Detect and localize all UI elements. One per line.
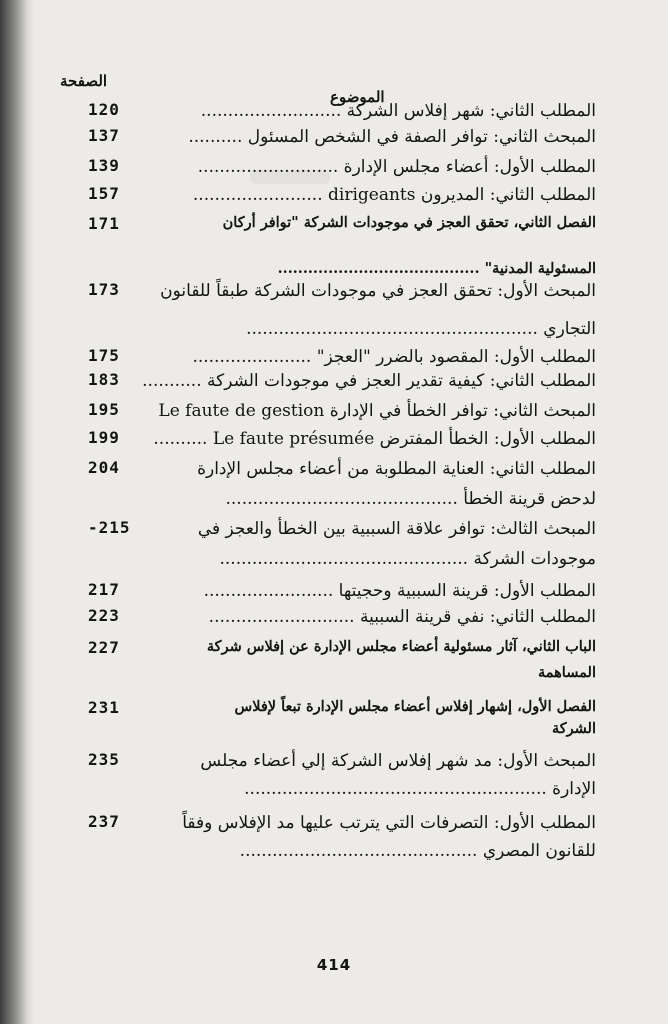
toc-entry-page: 223 bbox=[88, 606, 120, 625]
toc-entry-title: المبحث الأول: تحقق العجز في موجودات الشركة طبقاً للقانون bbox=[160, 281, 596, 301]
toc-entry-title: لدحض قرينة الخطأ ........................................... bbox=[225, 489, 596, 509]
toc-entry-title: التجاري ...................................................... bbox=[246, 319, 596, 339]
toc-entry-page: 183 bbox=[88, 370, 120, 389]
page-column-header: الصفحة bbox=[60, 72, 108, 90]
toc-entry-title: المطلب الأول: الخطأ المفترض Le faute présumée .......... bbox=[153, 429, 596, 449]
toc-entry-title: المطلب الثاني: المديرون dirigeants ........................ bbox=[192, 185, 596, 205]
toc-entry-title: المبحث الثالث: توافر علاقة السببية بين الخطأ والعجز في bbox=[197, 519, 596, 539]
toc-entry-page: 175 bbox=[88, 346, 120, 365]
toc-entry-title: المبحث الثاني: توافر الخطأ في الإدارة Le faute de gestion bbox=[158, 401, 596, 421]
toc-entry-page: 195 bbox=[88, 400, 120, 419]
toc-entry-page: 199 bbox=[88, 428, 120, 447]
toc-entry-page: 171 bbox=[88, 214, 120, 233]
toc-entry-title: المطلب الثاني: العناية المطلوبة من أعضاء مجلس الإدارة bbox=[197, 459, 596, 479]
toc-entry-title: المساهمة bbox=[538, 664, 596, 681]
toc-entry-title: المطلب الأول: التصرفات التي يترتب عليها مد الإفلاس وفقاً bbox=[182, 813, 596, 833]
toc-entry-title: الإدارة ........................................................ bbox=[244, 779, 596, 799]
toc-entry-title: المسئولية المدنية" ........................................ bbox=[277, 260, 596, 277]
toc-entry-page: 204 bbox=[88, 458, 120, 477]
toc-entry-page: 231 bbox=[88, 698, 120, 717]
toc-entry-title: المطلب الأول: المقصود بالضرر "العجز" ...................... bbox=[192, 347, 596, 367]
toc-entry-title: المطلب الثاني: شهر إفلاس الشركة .......................... bbox=[200, 101, 596, 121]
toc-entry-title: الفصل الأول، إشهار إفلاس أعضاء مجلس الإدارة تبعاً لإفلاس bbox=[234, 698, 596, 715]
toc-entry-title: الشركة bbox=[551, 720, 596, 737]
toc-entry-title: الباب الثاني، آثار مسئولية أعضاء مجلس الإدارة عن إفلاس شركة bbox=[206, 638, 596, 655]
topic-column-header: الموضوع bbox=[330, 88, 385, 106]
toc-entry-page: -215 bbox=[88, 518, 131, 537]
toc-entry-page: 157 bbox=[88, 184, 120, 203]
toc-entry-title: موجودات الشركة .............................................. bbox=[219, 549, 596, 569]
toc-entry-page: 139 bbox=[88, 156, 120, 175]
toc-entry-page: 227 bbox=[88, 638, 120, 657]
toc-entry-page: 137 bbox=[88, 126, 120, 145]
toc-entry-title: المبحث الثاني: توافر الصفة في الشخص المسئول .......... bbox=[188, 127, 596, 147]
page-number: 414 bbox=[316, 956, 352, 974]
toc-entry-title: المطلب الثاني: كيفية تقدير العجز في موجودات الشركة ........... bbox=[142, 371, 596, 391]
toc-entry-page: 235 bbox=[88, 750, 120, 769]
toc-entry-title: للقانون المصري ............................................ bbox=[239, 841, 596, 861]
toc-entry-title: الفصل الثاني، تحقق العجز في موجودات الشركة "توافر أركان bbox=[222, 214, 596, 231]
toc-entry-title: المطلب الأول: قرينة السببية وحجيتها ........................ bbox=[203, 581, 596, 601]
toc-entry-title: المطلب الأول: أعضاء مجلس الإدارة .......................... bbox=[197, 157, 596, 177]
toc-entry-page: 237 bbox=[88, 812, 120, 831]
toc-entry-title: المطلب الثاني: نفي قرينة السببية ........................... bbox=[208, 607, 596, 627]
toc-entry-title: المبحث الأول: مد شهر إفلاس الشركة إلي أعضاء مجلس bbox=[200, 751, 596, 771]
toc-entry-page: 217 bbox=[88, 580, 120, 599]
toc-entry-page: 120 bbox=[88, 100, 120, 119]
toc-entry-page: 173 bbox=[88, 280, 120, 299]
